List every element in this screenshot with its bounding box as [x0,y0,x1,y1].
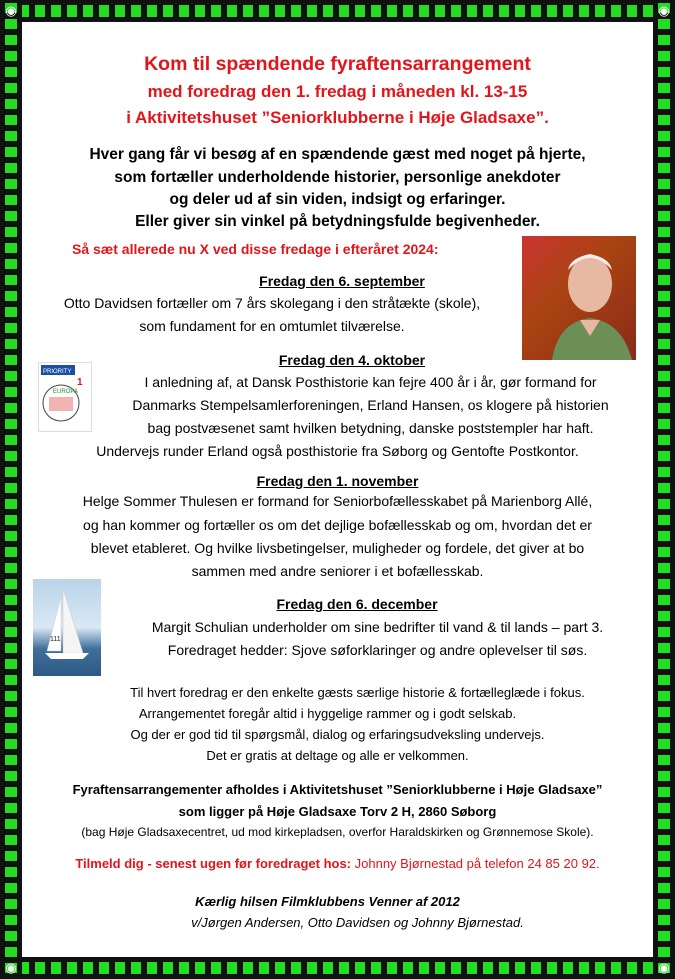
general-info-line: Og der er god tid til spørgsmål, dialog og erfaringsudveksling undervejs. [130,727,545,742]
signup-contact: Johnny Bjørnestad på telefon 24 85 20 92. [354,856,600,871]
film-camera-icon: ◉ [5,960,17,975]
event-text: som fundament for en omtumlet tilværelse. [139,318,405,334]
intro-line: Hver gang får vi besøg af en spændende gæst med noget på hjerte, [89,146,586,163]
event-text: og han kommer og fortæller os om det dejlige bofællesskab og om, hvordan det er [83,517,592,533]
closing-greeting: Kærlig hilsen Filmklubbens Venner af 2012 [195,894,460,909]
svg-text:111: 111 [50,636,61,643]
event-text: Helge Sommer Thulesen er formand for Seniorbofællesskabet på Marienborg Allé, [82,493,593,509]
general-info-line: Arrangementet foregår altid i hyggelige rammer og i godt selskab. [138,706,517,721]
event-text: Undervejs runder Erland også posthistorie fra Søborg og Gentofte Postkontor. [96,443,579,459]
event-date: Fredag den 6. september [259,273,425,289]
venue-line: Fyraftensarrangementer afholdes i Aktivitetshuset ”Seniorklubberne i Høje Gladsaxe” [72,782,603,797]
event-text: blevet etableret. Og hvilke livsbetingelser, muligheder og fordele, det giver at bo [90,540,585,556]
film-camera-icon: ◉ [5,3,17,18]
intro-line: som fortæller underholdende historier, personlige anekdoter [114,169,561,186]
general-info-line: Til hvert foredrag er den enkelte gæsts særlige historie & fortælleglæde i fokus. [130,685,585,700]
event-text: sammen med andre seniorer i et bofællesskab. [191,563,484,579]
event-text: Danmarks Stempelsamlerforeningen, Erland Hansen, os klogere på historien [132,397,609,413]
flyer-content [22,22,653,957]
film-border-left [0,0,22,979]
portrait-photo [522,236,636,360]
closing-signatures: v/Jørgen Andersen, Otto Davidsen og Johnny Bjørnestad. [191,915,524,930]
film-camera-icon: ◉ [658,3,670,18]
heading-line-3: i Aktivitetshuset ”Seniorklubberne i Høje Gladsaxe”. [126,108,549,127]
event-date: Fredag den 4. oktober [278,352,426,368]
heading-line-2: med foredrag den 1. fredag i måneden kl. 13-15 [147,82,528,101]
film-border-top [0,0,675,22]
heading-line-1: Kom til spændende fyraftensarrangement [144,53,531,75]
postage-stamp-image [38,362,92,432]
event-text: Foredraget hedder: Sjove søforklaringer og andre oplevelser til søs. [167,642,588,658]
stamp-mid-text: EUROPA [53,389,78,395]
event-text: I anledning af, at Dansk Posthistorie kan fejre 400 år i år, gør formand for [144,374,597,390]
event-date: Fredag den 6. december [276,596,438,612]
callout: Så sæt allerede nu X ved disse fredage i efteråret 2024: [72,241,439,257]
signup-line [22,856,653,871]
venue-line: (bag Høje Gladsaxecentret, ud mod kirkepladsen, overfor Haraldskirken og Grønnemose Skole). [81,825,594,839]
film-camera-icon: ◉ [658,960,670,975]
film-border-right [653,0,675,979]
film-border-bottom [0,957,675,979]
general-info-line: Det er gratis at deltage og alle er velkommen. [206,748,469,763]
event-date: Fredag den 1. november [256,473,419,489]
event-text: bag postvæsenet samt hvilken betydning, danske poststempler har haft. [147,420,594,436]
venue-line: som ligger på Høje Gladsaxe Torv 2 H, 2860 Søborg [178,804,497,819]
intro-line: og deler ud af sin viden, indsigt og erfaringer. [169,191,506,208]
sailboat-photo [33,579,101,676]
event-text: Otto Davidsen fortæller om 7 års skolegang i den stråtækte (skole), [63,295,481,311]
event-text: Margit Schulian underholder om sine bedrifter til vand & til lands – part 3. [151,619,604,635]
stamp-top-text: PRIORITY [43,369,72,375]
signup-label: Tilmeld dig - senest ugen før foredraget hos: [75,856,352,871]
intro-line: Eller giver sin vinkel på betydningsfulde begivenheder. [135,213,540,230]
svg-text:1: 1 [77,377,83,388]
